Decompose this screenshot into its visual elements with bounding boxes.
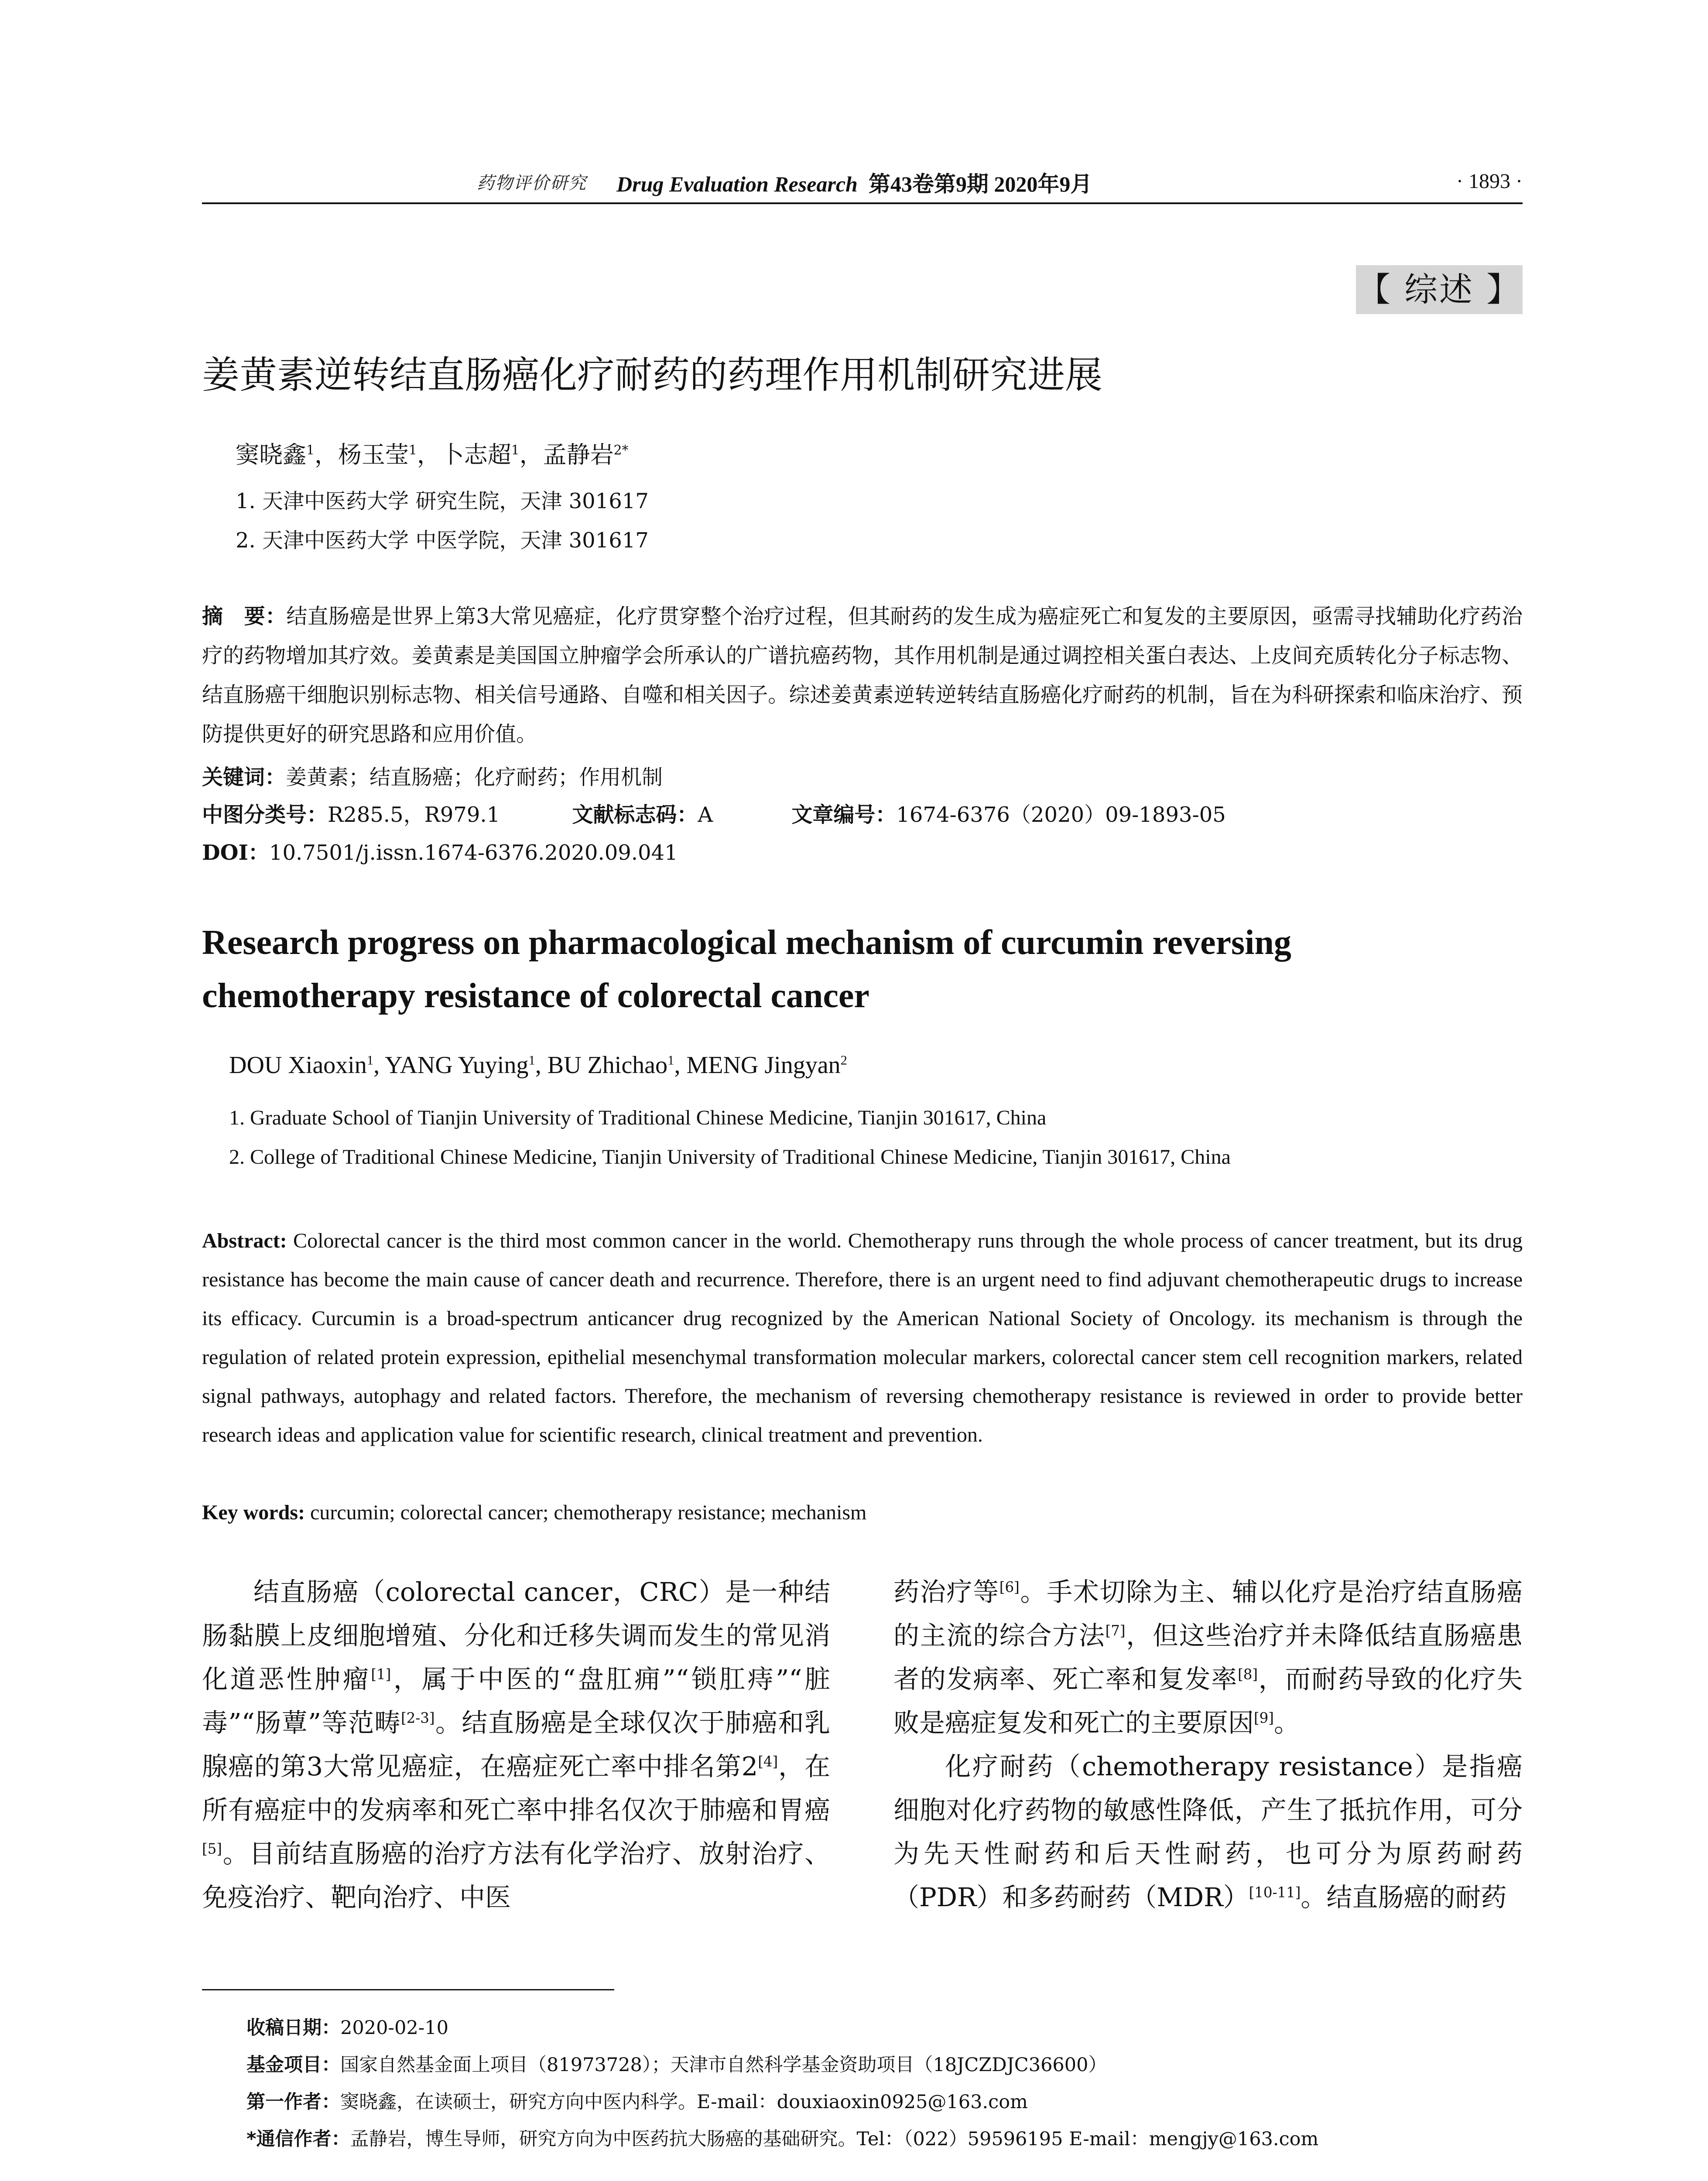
chinese-keywords: [202, 758, 663, 797]
body-text: ，但这些治疗并未降低结直肠癌患者的发病率、死亡率和复发率: [893, 1620, 1523, 1694]
footnote-label: 第一作者：: [246, 2091, 340, 2113]
journal-citation: [616, 167, 1092, 198]
author-separator: ,: [674, 1052, 687, 1079]
body-paragraph: [202, 1570, 830, 1919]
keywords-label: 关键词：: [202, 765, 286, 790]
footnote-corresponding-author: [246, 2124, 1318, 2151]
journal-issue: 第43卷第9期 2020年9月: [868, 172, 1092, 196]
citation-ref: [1]: [371, 1666, 391, 1683]
author-affil-mark: 1: [528, 1053, 535, 1068]
english-abstract: [202, 1221, 1523, 1454]
body-text: 。: [1273, 1708, 1300, 1738]
footnote-text: 窦晓鑫，在读硕士，研究方向中医内科学。E-mail：douxiaoxin0925@163.com: [340, 2091, 1028, 2113]
english-title-line-2: chemotherapy resistance of colorectal cancer: [202, 977, 869, 1015]
english-authors: [229, 1051, 847, 1079]
body-column-left: [202, 1570, 830, 1919]
author-name: YANG Yuying: [385, 1052, 529, 1079]
section-tag: 【 综述 】: [1356, 265, 1523, 314]
footnote-label: *通信作者：: [246, 2128, 350, 2150]
abstract-text: 结直肠癌是世界上第3大常见癌症，化疗贯穿整个治疗过程，但其耐药的发生成为癌症死亡和复发的主要原因，亟需寻找辅助化疗药治疗的药物增加其疗效。姜黄素是美国国立肿瘤学会所承认的广谱抗癌药物，其作用机制是通过调控相关蛋白表达、上皮间充质转化分子标志物、结直肠癌干细胞识别标志物、相关信号通路、自噬和相关因子。综述姜黄素逆转逆转结直肠癌化疗耐药的机制，旨在为科研探索和临床治疗、预防提供更好的研究思路和应用价值。: [202, 604, 1523, 746]
body-text: 化疗耐药（chemotherapy resistance）是指癌细胞对化疗药物的敏感性降低，产生了抵抗作用，可分为先天性耐药和后天性耐药，也可分为原药耐药（PDR）和多药耐药（MDR）: [893, 1751, 1523, 1912]
body-text: ，而耐药导致的化疗失败是癌症复发和死亡的主要原因: [893, 1664, 1523, 1738]
footnote-text: 2020-02-10: [340, 2017, 448, 2039]
author-affil-mark: 2: [840, 1053, 847, 1068]
author-name: 卜志超: [440, 441, 511, 468]
body-paragraph: [893, 1570, 1523, 1745]
english-keywords: [202, 1501, 866, 1525]
citation-ref: [10-11]: [1249, 1884, 1301, 1901]
abstract-label: Abstract:: [202, 1229, 287, 1252]
chinese-authors: [236, 436, 628, 470]
author-affil-mark: 1: [306, 443, 315, 458]
body-text: ，在所有癌症中的发病率和死亡率中排名仅次于肺癌和胃癌: [202, 1751, 830, 1825]
keywords-text: curcumin; colorectal cancer; chemotherapy resistance; mechanism: [310, 1501, 867, 1524]
body-text: 结直肠癌（colorectal cancer，CRC）是一种结肠黏膜上皮细胞增殖、分化和迁移失调而发生的常见消化道恶性肿瘤: [202, 1577, 830, 1694]
author-name: DOU Xiaoxin: [229, 1052, 367, 1079]
english-title: [202, 916, 1523, 1022]
footnote-label: 收稿日期：: [246, 2017, 340, 2039]
english-title-line-1: Research progress on pharmacological mechanism of curcumin reversing: [202, 923, 1291, 962]
author-affil-mark: 1: [408, 443, 417, 458]
chinese-affiliation-2: 2. 天津中医药大学 中医学院，天津 301617: [236, 528, 649, 553]
footnote-text: 国家自然基金面上项目（81973728）；天津市自然科学基金资助项目（18JCZDJC36600）: [340, 2054, 1107, 2076]
author-name: MENG Jingyan: [686, 1052, 841, 1079]
citation-ref: [4]: [758, 1753, 778, 1770]
footnote-received: [246, 2013, 448, 2040]
body-column-right: [893, 1570, 1523, 1919]
page-number: · 1893 ·: [1456, 170, 1523, 193]
chinese-title: 姜黄素逆转结直肠癌化疗耐药的药理作用机制研究进展: [202, 353, 1102, 397]
citation-ref: [7]: [1105, 1622, 1126, 1639]
doc-code-value: A: [698, 803, 713, 827]
citation-ref: [2-3]: [400, 1709, 435, 1726]
citation-ref: [6]: [999, 1579, 1020, 1596]
english-affiliation-1: 1. Graduate School of Tianjin University of Traditional Chinese Medicine, Tianjin 301617, China: [229, 1106, 1047, 1129]
classification-line: [202, 795, 1523, 834]
body-text: 。手术切除为主、辅以化疗是治疗结直肠癌的主流的综合方法: [893, 1577, 1523, 1651]
footnote-funding: [246, 2050, 1107, 2077]
keywords-text: 姜黄素；结直肠癌；化疗耐药；作用机制: [286, 765, 663, 790]
journal-name: Drug Evaluation Research: [616, 172, 858, 196]
doi-label: DOI：: [202, 841, 269, 865]
author-separator: ，: [417, 441, 441, 468]
author-affil-mark: 1: [366, 1053, 374, 1068]
body-text: 。结直肠癌是全球仅次于肺癌和乳腺癌的第3大常见癌症，在癌症死亡率中排名第2: [202, 1708, 830, 1781]
footnote-label: 基金项目：: [246, 2054, 340, 2076]
author-name: 杨玉莹: [338, 441, 409, 468]
doi-value: 10.7501/j.issn.1674-6376.2020.09.041: [269, 841, 678, 865]
abstract-label: 摘 要：: [202, 604, 287, 629]
keywords-label: Key words:: [202, 1501, 305, 1524]
author-name: 窦晓鑫: [236, 441, 306, 468]
english-affiliation-2: 2. College of Traditional Chinese Medicine, Tianjin University of Traditional Chinese Medicine, Tianjin 301617, China: [229, 1145, 1231, 1169]
footnote-rule: [202, 1989, 614, 1990]
body-text: ，属于中医的“盘肛痈”“锁肛痔”“脏毒”“肠蕈”等范畴: [202, 1664, 830, 1738]
body-text: 。结直肠癌的耐药: [1301, 1882, 1507, 1912]
journal-logo: 药物评价研究: [477, 173, 587, 193]
author-separator: ,: [535, 1052, 548, 1079]
author-name: 孟静岩: [543, 441, 614, 468]
author-affil-mark: 1: [667, 1053, 674, 1068]
author-separator: ，: [314, 441, 338, 468]
body-paragraph: [893, 1745, 1523, 1919]
author-name: BU Zhichao: [547, 1052, 668, 1079]
article-number-value: 1674-6376（2020）09-1893-05: [896, 803, 1226, 827]
doc-code-label: 文献标志码：: [572, 803, 698, 827]
footnote-first-author: [246, 2087, 1028, 2114]
header-rule: [202, 202, 1523, 204]
chinese-affiliation-1: 1. 天津中医药大学 研究生院，天津 301617: [236, 489, 649, 513]
chinese-abstract: [202, 597, 1523, 754]
running-header: [202, 169, 1523, 204]
citation-ref: [8]: [1238, 1666, 1258, 1683]
author-separator: ，: [519, 441, 543, 468]
author-affil-mark: 1: [511, 443, 520, 458]
article-number-label: 文章编号：: [791, 803, 897, 827]
citation-ref: [9]: [1254, 1709, 1274, 1726]
footnote-text: 孟静岩，博生导师，研究方向为中医药抗大肠癌的基础研究。Tel：（022）59596195 E-mail：mengjy@163.com: [350, 2128, 1319, 2150]
citation-ref: [5]: [202, 1840, 222, 1857]
doi-line: [202, 833, 678, 872]
author-separator: ,: [373, 1052, 385, 1079]
body-text: 。目前结直肠癌的治疗方法有化学治疗、放射治疗、免疫治疗、靶向治疗、中医: [202, 1839, 830, 1912]
author-affil-mark: 2*: [613, 443, 629, 458]
clc-value: R285.5，R979.1: [328, 803, 500, 827]
abstract-text: Colorectal cancer is the third most common cancer in the world. Chemotherapy runs through the whole process of cancer treatment, but its drug resistance has become the main cause of cancer death and recurrence. Therefore, there is an urgent need to find adjuvant chemotherapeutic drugs to increase its efficacy. Curcumin is a broad-spectrum anticancer drug recognized by the American National Society of Oncology. its mechanism is through the regulation of related protein expression, epithelial mesenchymal transformation molecular markers, colorectal cancer stem cell recognition markers, related signal pathways, autophagy and related factors. Therefore, the mechanism of reversing chemotherapy resistance is reviewed in order to provide better research ideas and application value for scientific research, clinical treatment and prevention.: [202, 1229, 1523, 1446]
body-text: 药治疗等: [893, 1577, 999, 1607]
clc-label: 中图分类号：: [202, 803, 328, 827]
